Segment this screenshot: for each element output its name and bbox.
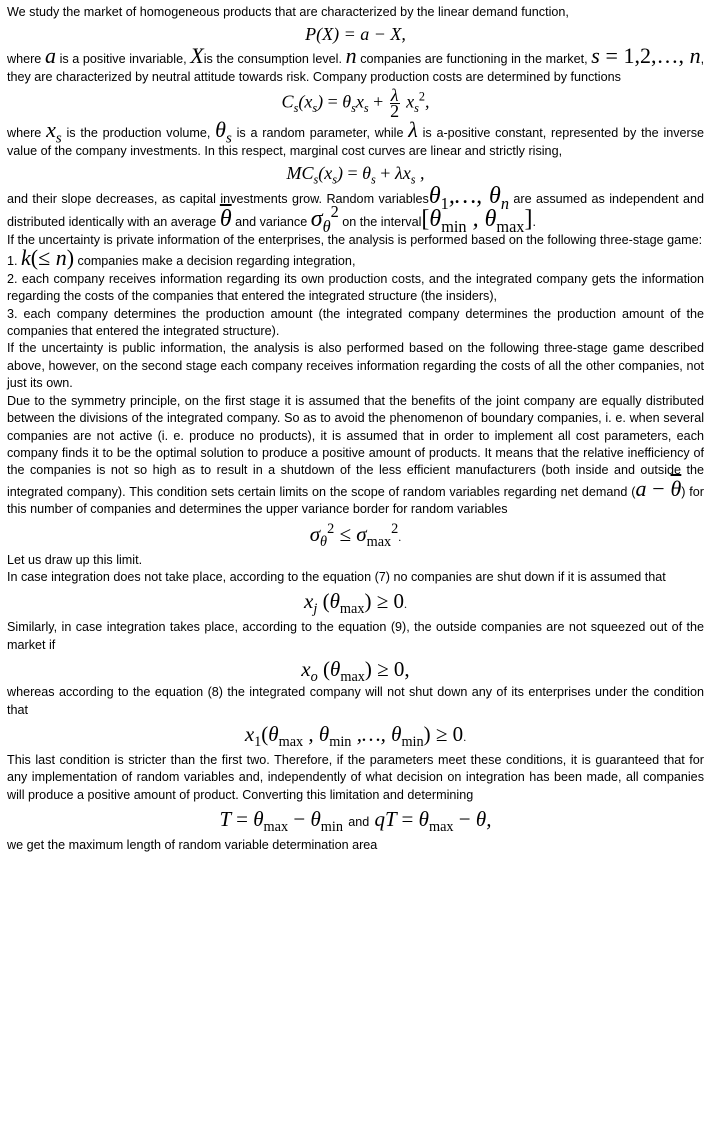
symbol-theta-range: $\theta_1,\dots$, $\theta_n$ — [428, 183, 510, 213]
equation-demand: P(X) = a − X, — [305, 24, 406, 45]
symbol-X: X — [190, 43, 204, 69]
symbol-s-range: s = 1,2,…, n — [591, 43, 701, 69]
equation-cost: $C_s(x_s) = \theta_sx_s$ + $\frac{\lambda}{2}$ $x_s^2$, — [281, 85, 430, 122]
para-game-intro: If the uncertainty is private information of the enterprises, the analysis is performed based on the following three-stage game: — [7, 233, 703, 248]
equation-marginal-cost: $MC_s(x_s) = \theta_s + \lambda x_s$ , — [286, 163, 425, 187]
equation-xj: $x_j$ $(\theta_{max}) \ge 0$. — [304, 589, 407, 618]
equation-xo: $x_o$ $(\theta_{max}) \ge 0$, — [301, 657, 410, 686]
equation-variance-limit: $\sigma_\theta^2 \le \sigma_{max}^2$. — [309, 520, 402, 550]
para-stricter: This last condition is stricter than the first two. Therefore, if the parameters meet these conditions, it is guaranteed that for any implementation of random variables and, independently of what decision on integration has been made, all companies will produce a positive amount of product. Converting this limitation and determining — [7, 752, 704, 802]
symbol-sigma-theta-sq: $\sigma_\theta^2$ — [310, 202, 339, 236]
para-where-xs: where $x_s$ is the production volume, $\theta_s$ is a random parameter, while λ is a-positive constant, represented by the inverse value of the company investments. In this respect, marginal cost curves are linear and strictly rising, — [7, 117, 705, 158]
list-item-2: 2. each company receives information regarding its own production costs, and the integrated company gets the information regarding the costs of the companies that entered the integrated structure (the insiders), — [7, 271, 704, 304]
para-drawup: Let us draw up this limit. — [7, 552, 143, 567]
para-no-integration: In case integration does not take place, according to the equation (7) no companies are shut down if it is assumed that — [7, 569, 666, 584]
symbol-xs: $x_s$ — [46, 117, 62, 147]
symbol-interval: [$\theta_{min}$ , $\theta_{max}$] — [421, 206, 533, 236]
para-where-a: where a is a positive invariable, Xis the consumption level. n companies are functioning in the market, s = 1,2,…, n, they are characterized by neutral attitude towards risk. Company production costs are determined by functions — [7, 43, 705, 84]
para-symmetry: Due to the symmetry principle, on the first stage it is assumed that the benefits of the joint company are equally distributed between the divisions of the integrated company. So as to avoid the phenomenon of boundary companies, i. e. when several companies are not active (i. e. produce no products), it is assumed that in order to implement all cost parameters, each company finds it to be the optimal solution to produce a positive amount of products. It means that the relative inefficiency of the companies is not so high as to result in a shutdown of the less efficient manufacturers (both inside and outside the integrated company). This condition sets certain limits on the scope of random variables regarding net demand $(a - \overline{\theta})$ for this number of companies and determines the upper variance border for random variables — [7, 393, 704, 517]
equation-x1: $x_1(\theta_{max}$ , $\theta_{min}$ ,…, $\theta_{min}) \ge 0$. — [244, 721, 467, 751]
list-item-3: 3. each company determines the production amount (the integrated company determines the production amount of the companies that entered the integrated structure). — [7, 306, 704, 339]
para-public: If the uncertainty is public information, the analysis is also performed based on the following three-stage game described above, however, on the second stage each company receives information regarding the costs of all the other companies, not just its own. — [7, 341, 704, 391]
para-intro: We study the market of homogeneous products that are characterized by the linear demand function, — [7, 5, 569, 19]
symbol-lambda: λ — [408, 117, 418, 143]
fraction-lambda-over-2: $\frac{\lambda}{2}$ — [390, 85, 400, 122]
symbol-theta-bar: $\overline{\theta}$ — [219, 206, 232, 233]
symbol-a: a — [44, 43, 56, 69]
para-integration: Similarly, in case integration takes place, according to the equation (9), the outside companies are not squeezed out of the market if — [7, 620, 704, 652]
symbol-k-le-n: k(≤ n) — [21, 245, 75, 271]
symbol-n: n — [345, 43, 357, 69]
symbol-theta-s: $\theta_s$ — [215, 117, 232, 147]
para-whereas: whereas according to the equation (8) the integrated company will not shut down any of its enterprises under the condition that — [7, 685, 704, 717]
para-final: we get the maximum length of random variable determination area — [7, 838, 378, 853]
list-item-1: 1. k(≤ n) companies make a decision regarding integration, — [7, 245, 356, 271]
para-slope: and their slope decreases, as capital investments grow. Random variablesθ$_1$,…, $\theta_n$ are assumed as independent and distributed identically with an average $\overline{\theta}$ and variance $\sigma_\theta^2$ on the $interval[\theta_{min}$ , $\theta_{max}$]. — [7, 183, 704, 236]
equation-T: $T = \theta_{max} - \theta_{min}$ and qT = $\theta_{max} - \theta$, — [219, 807, 492, 836]
symbol-a-minus-theta-bar: $a - \overline{\theta}$ — [635, 475, 682, 501]
